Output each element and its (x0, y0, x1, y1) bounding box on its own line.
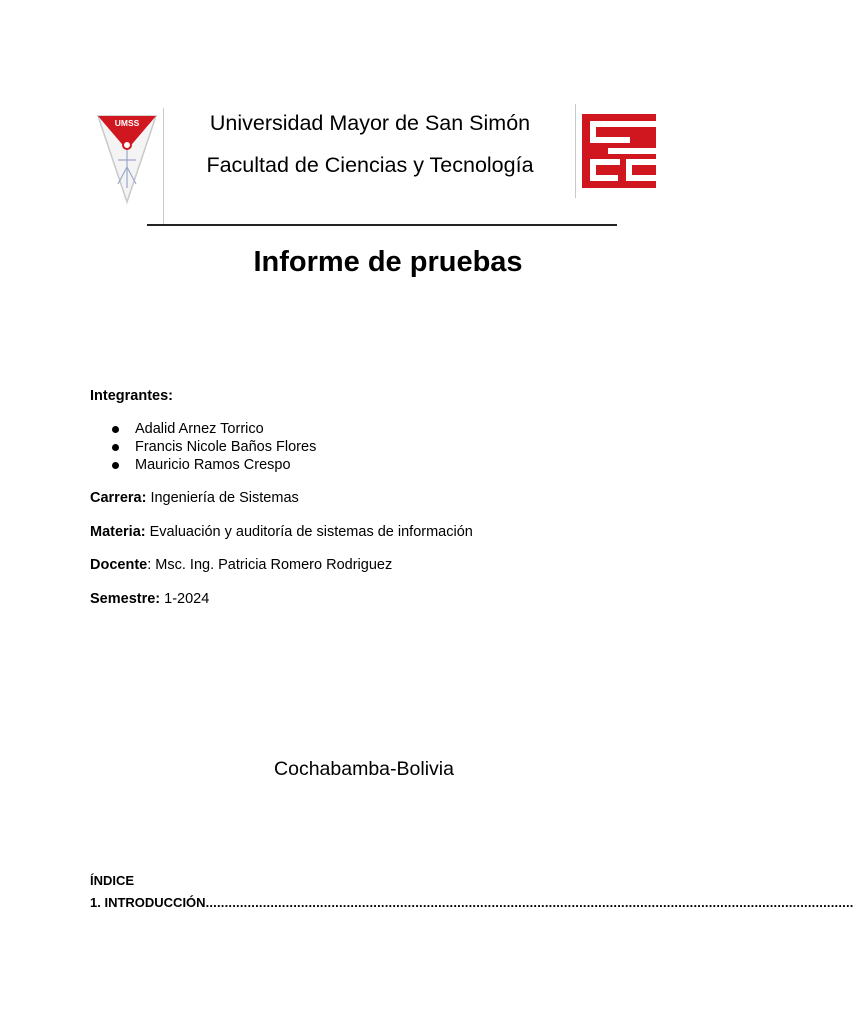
teacher-line (90, 555, 392, 575)
list-item (108, 438, 316, 456)
semester-line (90, 589, 209, 609)
semester-label: Semestre: (90, 591, 161, 607)
umss-logo (96, 112, 158, 204)
toc-dot-leader: .......................................................................................................................................................................... (205, 895, 854, 910)
semester-value: 1-2024 (160, 591, 210, 607)
report-title: Informe de pruebas (253, 246, 523, 278)
fcyt-logo (582, 114, 656, 188)
header-divider-right (575, 104, 576, 198)
career-value: Ingeniería de Sistemas (146, 490, 299, 506)
teacher-value: : Msc. Ing. Patricia Romero Rodriguez (147, 557, 393, 573)
members-heading: Integrantes: (90, 388, 173, 404)
subject-line (90, 522, 473, 542)
member-name: Francis Nicole Baños Flores (135, 439, 317, 455)
bullet-icon (112, 426, 119, 433)
index-heading: ÍNDICE (90, 873, 135, 888)
member-name: Mauricio Ramos Crespo (135, 457, 291, 473)
bullet-icon (112, 444, 119, 451)
toc-entry-label: 1. INTRODUCCIÓN (90, 895, 206, 910)
career-line (90, 488, 299, 508)
faculty-name: Facultad de Ciencias y Tecnología (206, 153, 534, 177)
career-label: Carrera: (90, 490, 147, 506)
list-item (108, 456, 316, 474)
members-list (108, 420, 316, 474)
toc-entry[interactable] (90, 894, 854, 912)
teacher-label: Docente (90, 557, 148, 573)
city-name: Cochabamba-Bolivia (274, 758, 454, 780)
umss-logo-text: UMSS (114, 118, 140, 128)
member-name: Adalid Arnez Torrico (135, 421, 264, 437)
header-divider-left (163, 108, 164, 224)
university-name: Universidad Mayor de San Simón (209, 111, 531, 135)
subject-value: Evaluación y auditoría de sistemas de información (145, 524, 473, 540)
header-rule (147, 224, 617, 226)
subject-label: Materia: (90, 524, 146, 540)
bullet-icon (112, 462, 119, 469)
list-item (108, 420, 316, 438)
